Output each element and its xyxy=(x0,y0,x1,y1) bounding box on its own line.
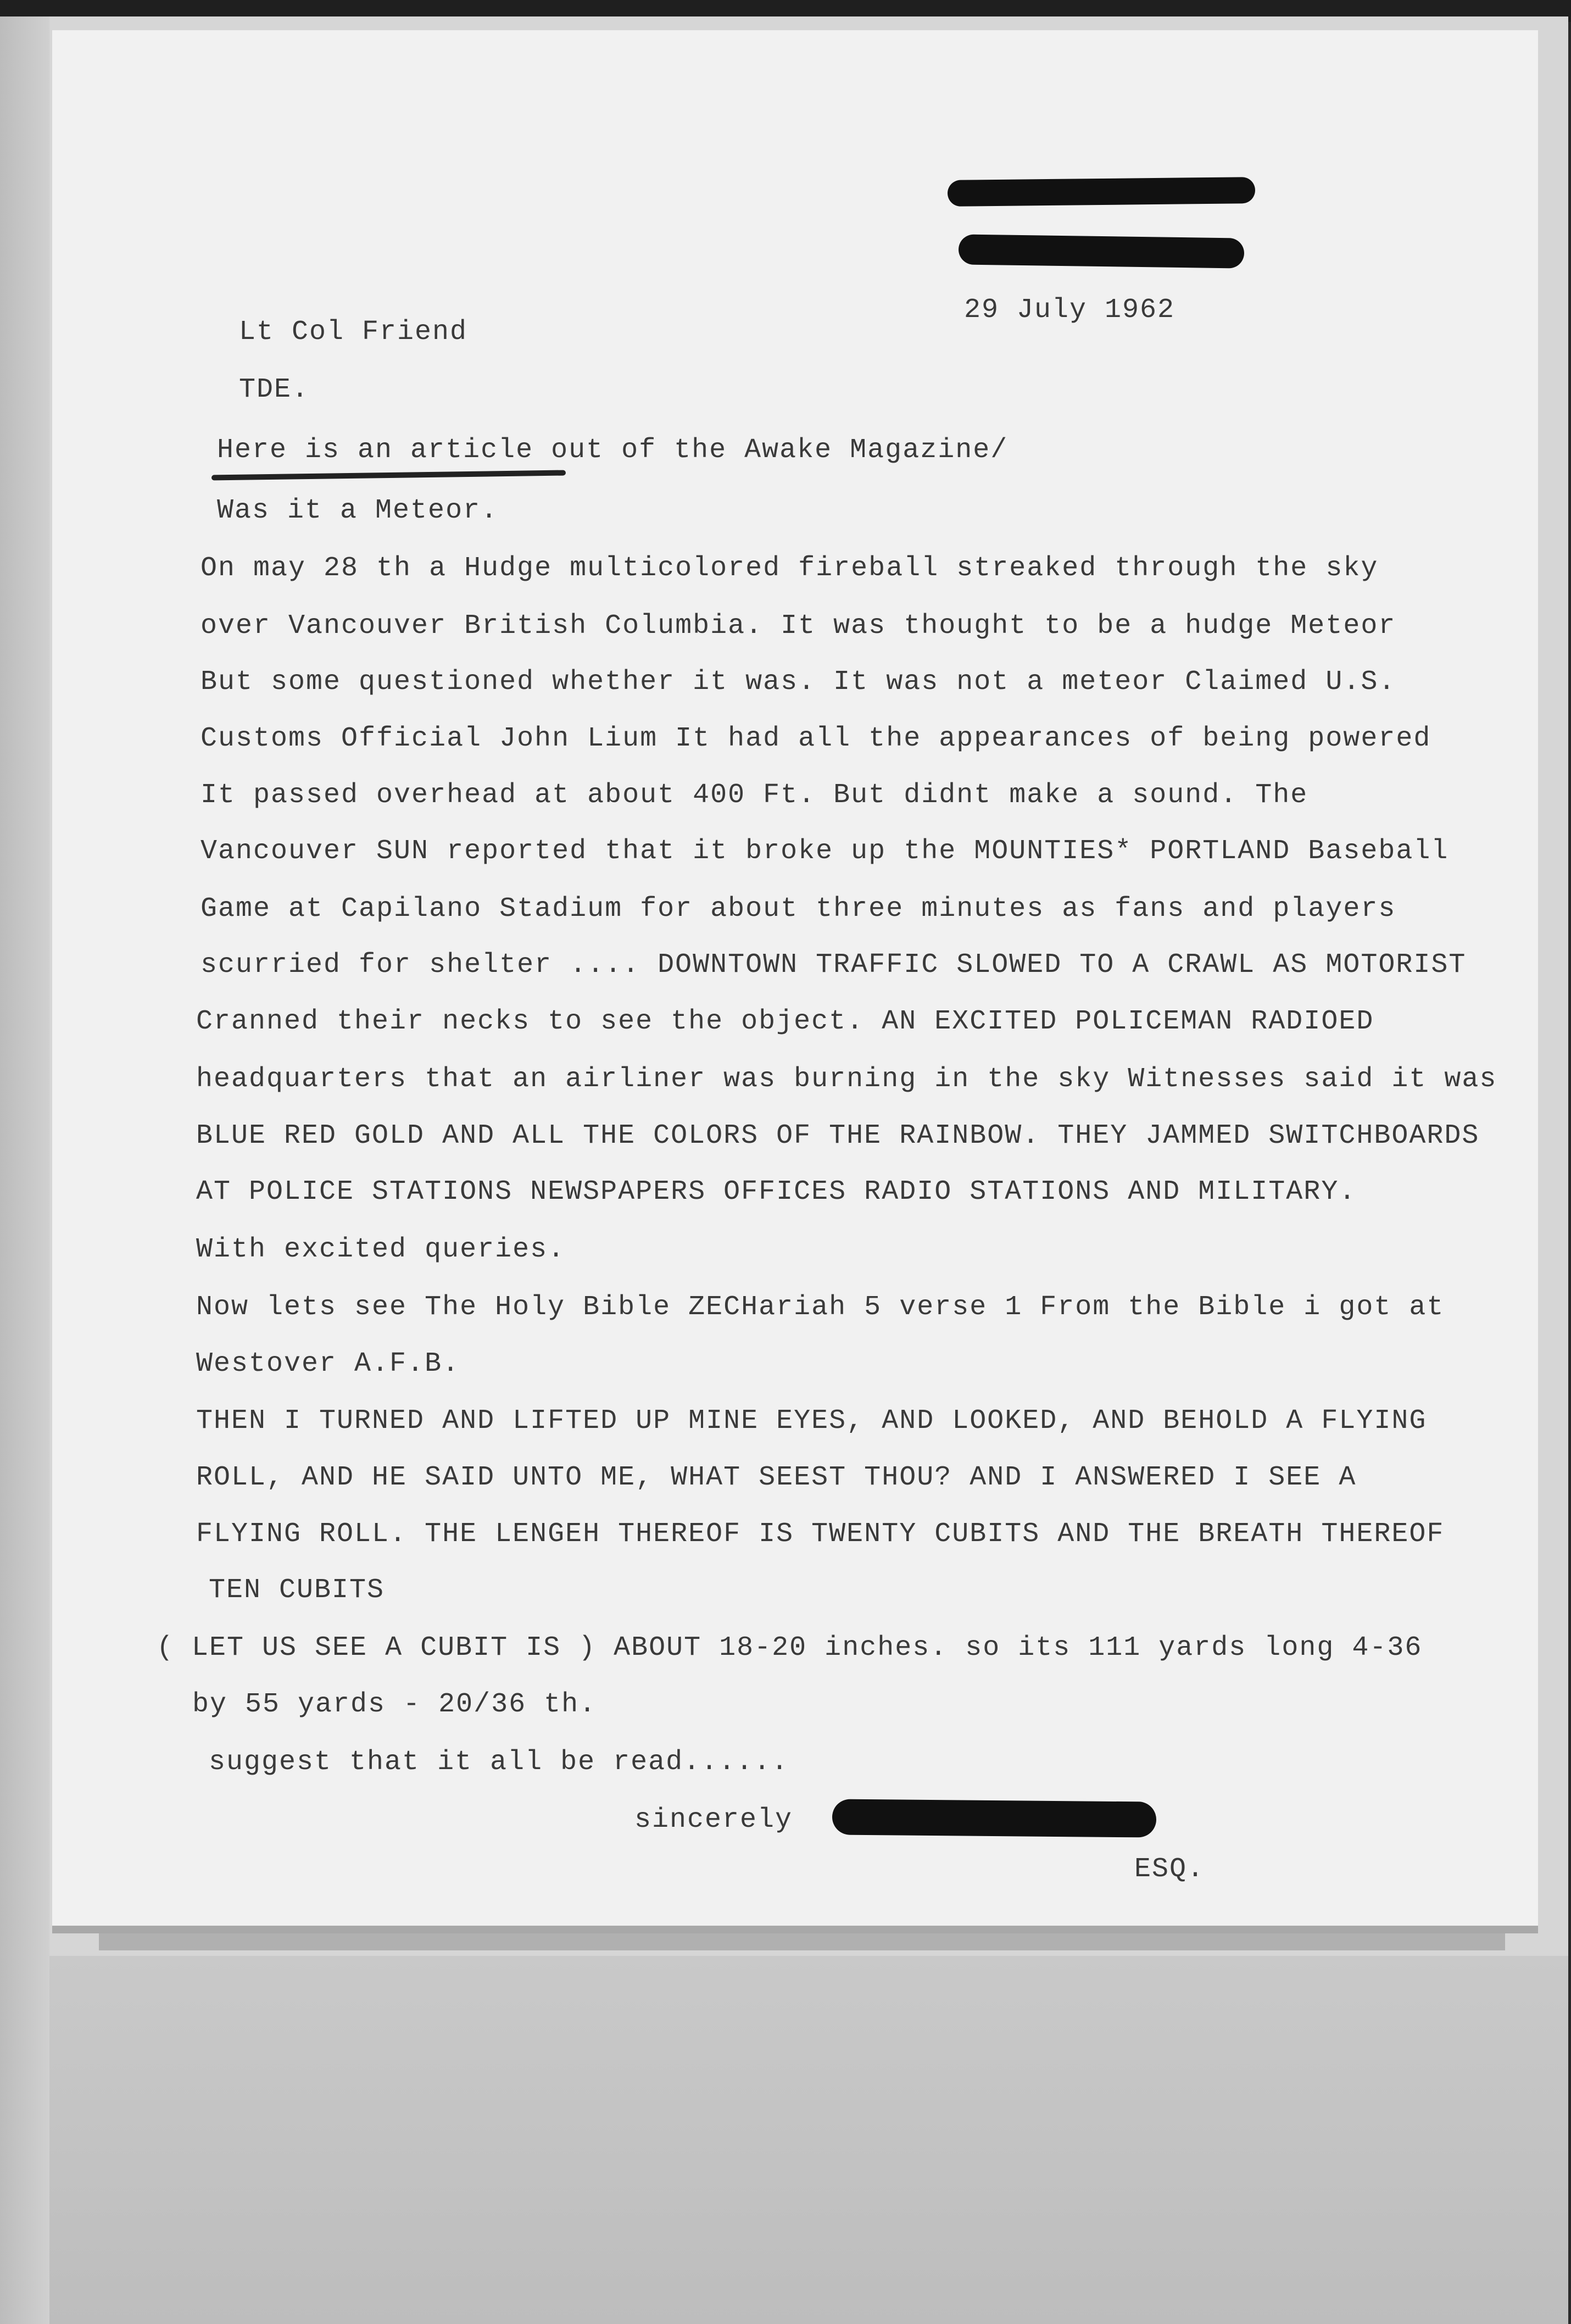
signature-suffix: ESQ. xyxy=(1134,1854,1205,1885)
photocopy-lower-zone xyxy=(11,1956,1568,2324)
body-line: Customs Official John Lium It had all the appearances of being powered xyxy=(200,723,1431,754)
body-line: scurried for shelter .... DOWNTOWN TRAFFIC SLOWED TO A CRAWL AS MOTORIST xyxy=(200,949,1467,981)
photocopy-left-edge xyxy=(0,16,49,2324)
body-line: Westover A.F.B. xyxy=(196,1348,460,1380)
body-line: suggest that it all be read...... xyxy=(209,1747,789,1778)
body-line: THEN I TURNED AND LIFTED UP MINE EYES, AND LOOKED, AND BEHOLD A FLYING xyxy=(196,1405,1427,1437)
body-line: FLYING ROLL. THE LENGEH THEREOF IS TWENTY CUBITS AND THE BREATH THEREOF xyxy=(196,1519,1445,1550)
body-line: headquarters that an airliner was burning in the sky Witnesses said it was xyxy=(196,1064,1497,1095)
paper-shadow xyxy=(99,1928,1505,1950)
letter-date: 29 July 1962 xyxy=(964,294,1176,326)
redacted-address-line-2 xyxy=(959,234,1245,268)
body-line: But some questioned whether it was. It was not a meteor Claimed U.S. xyxy=(200,666,1396,698)
body-line: TEN CUBITS xyxy=(209,1575,385,1606)
body-line: Now lets see The Holy Bible ZECHariah 5 verse 1 From the Bible i got at xyxy=(196,1292,1445,1323)
body-line: AT POLICE STATIONS NEWSPAPERS OFFICES RADIO STATIONS AND MILITARY. xyxy=(196,1176,1357,1208)
body-line: Here is an article out of the Awake Magazine/ xyxy=(217,435,1009,466)
letter-page xyxy=(52,30,1538,1926)
body-line: ( LET US SEE A CUBIT IS ) ABOUT 18-20 inches. so its 111 yards long 4-36 xyxy=(157,1632,1423,1664)
body-line: With excited queries. xyxy=(196,1234,566,1265)
body-line: It passed overhead at about 400 Ft. But didnt make a sound. The xyxy=(200,780,1308,811)
body-line: by 55 yards - 20/36 th. xyxy=(192,1689,597,1720)
body-line: Vancouver SUN reported that it broke up the MOUNTIES* PORTLAND Baseball xyxy=(200,836,1449,867)
body-line: Cranned their necks to see the object. AN EXCITED POLICEMAN RADIOED xyxy=(196,1006,1374,1037)
body-line: ROLL, AND HE SAID UNTO ME, WHAT SEEST THOU? AND I ANSWERED I SEE A xyxy=(196,1462,1357,1493)
handwritten-underline xyxy=(211,470,566,480)
redacted-address-line-1 xyxy=(948,177,1255,207)
recipient-name: Lt Col Friend xyxy=(239,316,468,348)
redacted-signature xyxy=(832,1799,1157,1837)
body-line: BLUE RED GOLD AND ALL THE COLORS OF THE RAINBOW. THEY JAMMED SWITCHBOARDS xyxy=(196,1120,1480,1152)
body-line: over Vancouver British Columbia. It was thought to be a hudge Meteor xyxy=(200,610,1396,642)
recipient-office: TDE. xyxy=(239,374,310,405)
body-line: Was it a Meteor. xyxy=(217,495,499,526)
closing-text: sincerely xyxy=(634,1804,793,1836)
body-line: On may 28 th a Hudge multicolored fireball streaked through the sky xyxy=(200,553,1379,584)
body-line: Game at Capilano Stadium for about three minutes as fans and players xyxy=(200,893,1396,925)
